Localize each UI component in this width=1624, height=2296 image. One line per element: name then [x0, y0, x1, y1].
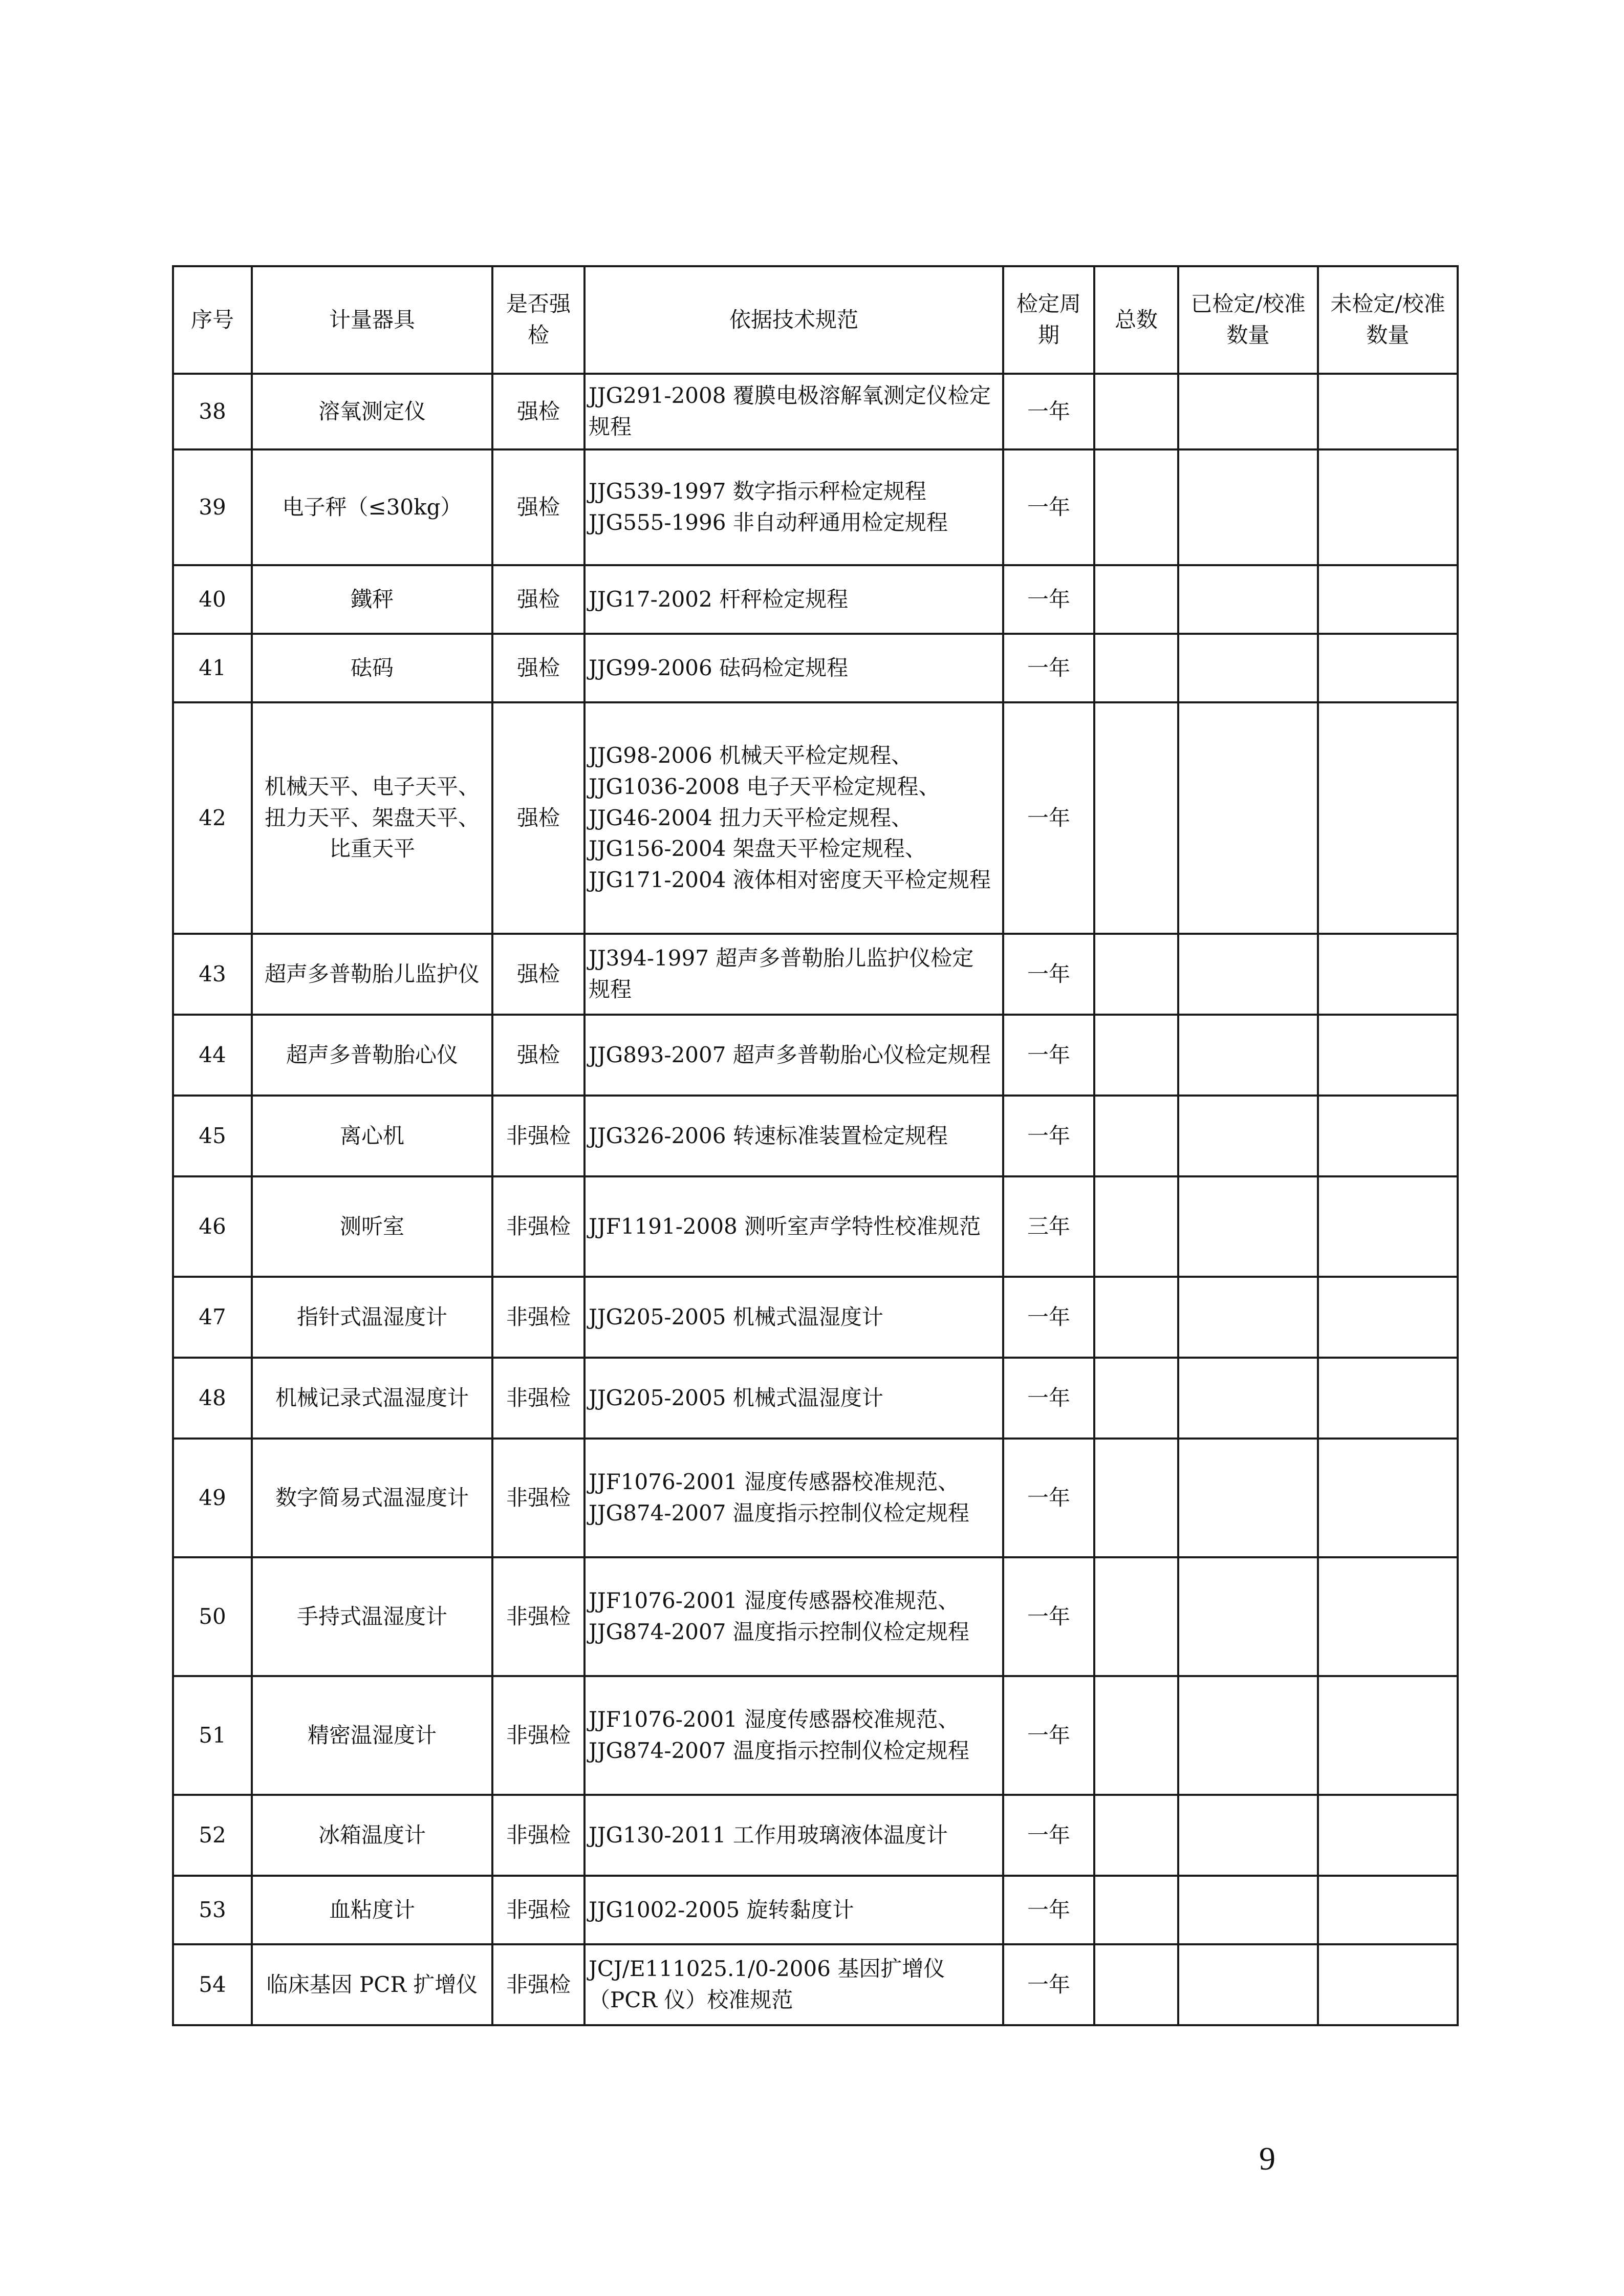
cell-unverified: [1318, 1439, 1458, 1557]
cell-instrument: 离心机: [252, 1096, 492, 1176]
header-instrument: 计量器具: [252, 266, 492, 374]
cell-cycle: 一年: [1003, 934, 1094, 1015]
cell-no: 50: [173, 1557, 252, 1676]
table-row: [173, 1176, 1458, 1277]
cell-instrument: 机械天平、电子天平、扭力天平、架盘天平、比重天平: [252, 702, 492, 934]
cell-total: [1094, 565, 1178, 634]
cell-verified: [1178, 1795, 1318, 1876]
cell-instrument: 指针式温湿度计: [252, 1277, 492, 1358]
table-row: [173, 634, 1458, 702]
cell-mandatory: 非强检: [492, 1358, 584, 1439]
table-row: [173, 702, 1458, 934]
cell-mandatory: 非强检: [492, 1439, 584, 1557]
table-row: [173, 1795, 1458, 1876]
table-row: [173, 1015, 1458, 1096]
cell-no: 46: [173, 1176, 252, 1277]
cell-spec: JJG99-2006 砝码检定规程: [584, 634, 1003, 702]
cell-instrument: 冰箱温度计: [252, 1795, 492, 1876]
cell-verified: [1178, 449, 1318, 565]
cell-total: [1094, 1176, 1178, 1277]
cell-unverified: [1318, 449, 1458, 565]
cell-cycle: 一年: [1003, 1277, 1094, 1358]
table-row: [173, 1876, 1458, 1944]
cell-cycle: 一年: [1003, 1439, 1094, 1557]
cell-cycle: 一年: [1003, 1015, 1094, 1096]
cell-instrument: 手持式温湿度计: [252, 1557, 492, 1676]
cell-mandatory: 强检: [492, 565, 584, 634]
cell-verified: [1178, 1096, 1318, 1176]
cell-unverified: [1318, 565, 1458, 634]
cell-instrument: 溶氧测定仪: [252, 374, 492, 449]
cell-mandatory: 非强检: [492, 1795, 584, 1876]
cell-unverified: [1318, 634, 1458, 702]
cell-total: [1094, 702, 1178, 934]
table-row: [173, 1096, 1458, 1176]
cell-total: [1094, 934, 1178, 1015]
cell-no: 39: [173, 449, 252, 565]
cell-mandatory: 强检: [492, 1015, 584, 1096]
cell-mandatory: 强检: [492, 934, 584, 1015]
header-mandatory: 是否强检: [492, 266, 584, 374]
cell-instrument: 机械记录式温湿度计: [252, 1358, 492, 1439]
cell-verified: [1178, 1176, 1318, 1277]
cell-no: 53: [173, 1876, 252, 1944]
table-body: [173, 374, 1458, 2025]
cell-spec: JJF1191-2008 测听室声学特性校准规范: [584, 1176, 1003, 1277]
cell-cycle: 一年: [1003, 1876, 1094, 1944]
cell-unverified: [1318, 1176, 1458, 1277]
cell-verified: [1178, 1277, 1318, 1358]
cell-cycle: 三年: [1003, 1176, 1094, 1277]
cell-no: 48: [173, 1358, 252, 1439]
cell-spec: JJG539-1997 数字指示秤检定规程 JJG555-1996 非自动秤通用检定规程: [584, 449, 1003, 565]
cell-mandatory: 非强检: [492, 1277, 584, 1358]
cell-mandatory: 强检: [492, 634, 584, 702]
cell-unverified: [1318, 1277, 1458, 1358]
table-row: [173, 1676, 1458, 1795]
cell-no: 38: [173, 374, 252, 449]
table-header: [173, 266, 1458, 374]
cell-spec: JJG130-2011 工作用玻璃液体温度计: [584, 1795, 1003, 1876]
table-row: [173, 565, 1458, 634]
cell-unverified: [1318, 1015, 1458, 1096]
cell-total: [1094, 634, 1178, 702]
table-row: [173, 1358, 1458, 1439]
cell-mandatory: 强检: [492, 449, 584, 565]
cell-total: [1094, 1944, 1178, 2025]
cell-mandatory: 非强检: [492, 1096, 584, 1176]
cell-total: [1094, 1676, 1178, 1795]
cell-verified: [1178, 1676, 1318, 1795]
cell-spec: JJF1076-2001 湿度传感器校准规范、JJG874-2007 温度指示控制仪检定规程: [584, 1439, 1003, 1557]
cell-verified: [1178, 1358, 1318, 1439]
cell-total: [1094, 1096, 1178, 1176]
cell-no: 47: [173, 1277, 252, 1358]
cell-no: 42: [173, 702, 252, 934]
cell-mandatory: 非强检: [492, 1944, 584, 2025]
cell-total: [1094, 1876, 1178, 1944]
table-row: [173, 934, 1458, 1015]
cell-unverified: [1318, 1096, 1458, 1176]
cell-spec: JJG291-2008 覆膜电极溶解氧测定仪检定规程: [584, 374, 1003, 449]
cell-mandatory: 强检: [492, 702, 584, 934]
cell-spec: JCJ/E111025.1/0-2006 基因扩增仪（PCR 仪）校准规范: [584, 1944, 1003, 2025]
table-row: [173, 1439, 1458, 1557]
cell-cycle: 一年: [1003, 702, 1094, 934]
cell-cycle: 一年: [1003, 374, 1094, 449]
header-total: 总数: [1094, 266, 1178, 374]
cell-mandatory: 非强检: [492, 1557, 584, 1676]
cell-verified: [1178, 1015, 1318, 1096]
cell-unverified: [1318, 934, 1458, 1015]
cell-cycle: 一年: [1003, 1944, 1094, 2025]
table-row: [173, 1557, 1458, 1676]
cell-spec: JJF1076-2001 湿度传感器校准规范、JJG874-2007 温度指示控制仪检定规程: [584, 1676, 1003, 1795]
cell-instrument: 数字简易式温湿度计: [252, 1439, 492, 1557]
cell-no: 52: [173, 1795, 252, 1876]
cell-spec: JJG326-2006 转速标准装置检定规程: [584, 1096, 1003, 1176]
cell-verified: [1178, 565, 1318, 634]
cell-instrument: 测听室: [252, 1176, 492, 1277]
header-spec: 依据技术规范: [584, 266, 1003, 374]
cell-no: 41: [173, 634, 252, 702]
cell-instrument: 电子秤（≤30kg）: [252, 449, 492, 565]
cell-no: 40: [173, 565, 252, 634]
cell-cycle: 一年: [1003, 634, 1094, 702]
cell-spec: JJG17-2002 杆秤检定规程: [584, 565, 1003, 634]
cell-mandatory: 强检: [492, 374, 584, 449]
cell-verified: [1178, 934, 1318, 1015]
cell-cycle: 一年: [1003, 1676, 1094, 1795]
cell-unverified: [1318, 1795, 1458, 1876]
cell-unverified: [1318, 702, 1458, 934]
cell-cycle: 一年: [1003, 1795, 1094, 1876]
cell-mandatory: 非强检: [492, 1176, 584, 1277]
cell-total: [1094, 449, 1178, 565]
cell-spec: JJG205-2005 机械式温湿度计: [584, 1358, 1003, 1439]
table-row: [173, 374, 1458, 449]
cell-spec: JJG893-2007 超声多普勒胎心仪检定规程: [584, 1015, 1003, 1096]
cell-verified: [1178, 702, 1318, 934]
cell-mandatory: 非强检: [492, 1876, 584, 1944]
cell-instrument: 精密温湿度计: [252, 1676, 492, 1795]
cell-no: 54: [173, 1944, 252, 2025]
cell-no: 43: [173, 934, 252, 1015]
cell-unverified: [1318, 1557, 1458, 1676]
header-unverified: 未检定/校准数量: [1318, 266, 1458, 374]
cell-unverified: [1318, 374, 1458, 449]
table-row: [173, 449, 1458, 565]
cell-verified: [1178, 374, 1318, 449]
cell-total: [1094, 1358, 1178, 1439]
cell-unverified: [1318, 1876, 1458, 1944]
cell-cycle: 一年: [1003, 1557, 1094, 1676]
page-number: 9: [1259, 2140, 1275, 2177]
cell-instrument: 砝码: [252, 634, 492, 702]
cell-cycle: 一年: [1003, 1096, 1094, 1176]
header-row: [173, 266, 1458, 374]
cell-instrument: 超声多普勒胎心仪: [252, 1015, 492, 1096]
cell-total: [1094, 1795, 1178, 1876]
cell-unverified: [1318, 1944, 1458, 2025]
header-no: 序号: [173, 266, 252, 374]
cell-spec: JJF1076-2001 湿度传感器校准规范、JJG874-2007 温度指示控制仪检定规程: [584, 1557, 1003, 1676]
cell-verified: [1178, 634, 1318, 702]
cell-no: 44: [173, 1015, 252, 1096]
cell-verified: [1178, 1876, 1318, 1944]
header-cycle: 检定周期: [1003, 266, 1094, 374]
table-row: [173, 1944, 1458, 2025]
cell-mandatory: 非强检: [492, 1676, 584, 1795]
cell-total: [1094, 1277, 1178, 1358]
cell-spec: JJ394-1997 超声多普勒胎儿监护仪检定规程: [584, 934, 1003, 1015]
cell-no: 49: [173, 1439, 252, 1557]
cell-unverified: [1318, 1358, 1458, 1439]
cell-no: 51: [173, 1676, 252, 1795]
cell-total: [1094, 374, 1178, 449]
header-verified: 已检定/校准数量: [1178, 266, 1318, 374]
cell-total: [1094, 1015, 1178, 1096]
cell-cycle: 一年: [1003, 1358, 1094, 1439]
table-row: [173, 1277, 1458, 1358]
cell-cycle: 一年: [1003, 449, 1094, 565]
cell-cycle: 一年: [1003, 565, 1094, 634]
instrument-table: [172, 265, 1459, 2026]
cell-no: 45: [173, 1096, 252, 1176]
cell-instrument: 超声多普勒胎儿监护仪: [252, 934, 492, 1015]
cell-unverified: [1318, 1676, 1458, 1795]
cell-verified: [1178, 1944, 1318, 2025]
cell-verified: [1178, 1557, 1318, 1676]
cell-spec: JJG205-2005 机械式温湿度计: [584, 1277, 1003, 1358]
cell-instrument: 鐵秤: [252, 565, 492, 634]
cell-total: [1094, 1557, 1178, 1676]
cell-verified: [1178, 1439, 1318, 1557]
cell-total: [1094, 1439, 1178, 1557]
cell-instrument: 血粘度计: [252, 1876, 492, 1944]
cell-spec: JJG98-2006 机械天平检定规程、JJG1036-2008 电子天平检定规程、JJG46-2004 扭力天平检定规程、JJG156-2004 架盘天平检定规程、JJG171-2004 液体相对密度天平检定规程: [584, 702, 1003, 934]
cell-spec: JJG1002-2005 旋转黏度计: [584, 1876, 1003, 1944]
cell-instrument: 临床基因 PCR 扩增仪: [252, 1944, 492, 2025]
